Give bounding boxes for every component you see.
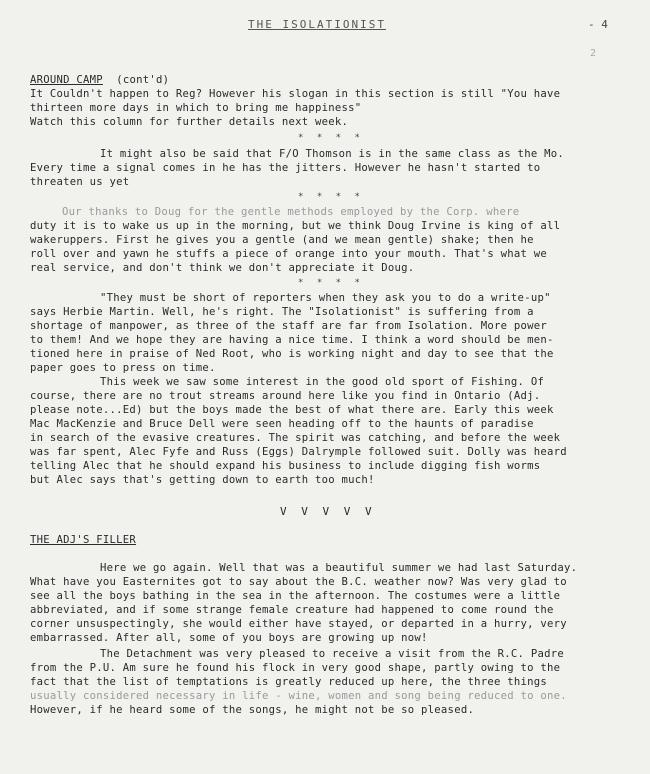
body-line: telling Alec that he should expand his business to include digging fish worms — [30, 460, 541, 472]
adj-filler-heading: THE ADJ'S FILLER — [30, 534, 137, 546]
body-line: Here we go again. Well that was a beautiful summer we had last Saturday. — [100, 562, 578, 574]
body-line: from the P.U. Am sure he found his flock in very good shape, partly owing to the — [30, 662, 561, 674]
section-divider: * * * * — [298, 133, 364, 143]
body-line: to them! And we hope they are having a nice time. I think a word should be men- — [30, 334, 554, 346]
section-divider: * * * * — [298, 278, 364, 288]
around-camp-heading: AROUND CAMP — [30, 74, 103, 86]
page-number: - 4 — [588, 18, 608, 31]
newsletter-title: THE ISOLATIONIST — [248, 18, 386, 31]
body-line: real service, and don't think we don't appreciate it Doug. — [30, 262, 415, 274]
body-line: duty it is to wake us up in the morning, but we think Doug Irvine is king of all — [30, 220, 561, 232]
body-line: corner unsuspectingly, she would either have stayed, or departed in a hurry, very — [30, 618, 567, 630]
body-line: This week we saw some interest in the good old sport of Fishing. Of — [100, 376, 545, 388]
body-line: The Detachment was very pleased to receive a visit from the R.C. Padre — [100, 648, 564, 660]
body-line: tioned here in praise of Ned Root, who is working night and day to see that the — [30, 348, 554, 360]
body-line: see all the boys bathing in the sea in the afternoon. The costumes were a little — [30, 590, 561, 602]
margin-mark: 2 — [590, 48, 597, 59]
body-line: threaten us yet — [30, 176, 130, 188]
body-line: Watch this column for further details next week. — [30, 116, 349, 128]
body-line: It Couldn't happen to Reg? However his slogan in this section is still "You have — [30, 88, 561, 100]
section-divider: * * * * — [298, 192, 364, 202]
body-line: fact that the list of temptations is greatly reduced up here, the three things — [30, 676, 547, 688]
body-line: abbreviated, and if some strange female creature had happened to come round the — [30, 604, 554, 616]
body-line: in search of the evasive creatures. The spirit was catching, and before the week — [30, 432, 561, 444]
body-line: thirteen more days in which to bring me happiness" — [30, 102, 362, 114]
body-line: However, if he heard some of the songs, he might not be so pleased. — [30, 704, 475, 716]
body-line: but Alec says that's getting down to earth too much! — [30, 474, 375, 486]
body-line: embarrassed. After all, some of you boys are growing up now! — [30, 632, 428, 644]
body-line: wakeruppers. First he gives you a gentle (and we mean gentle) shake; then he — [30, 234, 534, 246]
contd-label: (cont'd) — [116, 74, 170, 86]
body-line: please note...Ed) but the boys made the best of what there are. Early this week — [30, 404, 554, 416]
body-line: "They must be short of reporters when they ask you to do a write-up" — [100, 292, 551, 304]
body-line: Every time a signal comes in he has the jitters. However he hasn't started to — [30, 162, 541, 174]
body-line: course, there are no trout streams around here like you find in Ontario (Adj. — [30, 390, 541, 402]
around-camp-heading-row — [30, 74, 169, 87]
body-line: Mac MacKenzie and Bruce Dell were seen heading off to the haunts of paradise — [30, 418, 534, 430]
body-line: was far spent, Alec Fyfe and Russ (Eggs) Dalrymple followed suit. Dolly was heard — [30, 446, 567, 458]
closing-mark: V V V V V — [280, 505, 376, 518]
body-line: paper goes to press on time. — [30, 362, 216, 374]
body-line: shortage of manpower, as three of the staff are far from Isolation. More power — [30, 320, 547, 332]
body-line: roll over and yawn he stuffs a piece of orange into your mouth. That's what we — [30, 248, 547, 260]
body-line: Our thanks to Doug for the gentle methods employed by the Corp. where — [62, 206, 520, 218]
body-line: What have you Easternites got to say about the B.C. weather now? Was very glad to — [30, 576, 567, 588]
body-line: It might also be said that F/O Thomson is in the same class as the Mo. — [100, 148, 564, 160]
body-line: says Herbie Martin. Well, he's right. The "Isolationist" is suffering from a — [30, 306, 534, 318]
body-line: usually considered necessary in life - wine, women and song being reduced to one. — [30, 690, 567, 702]
